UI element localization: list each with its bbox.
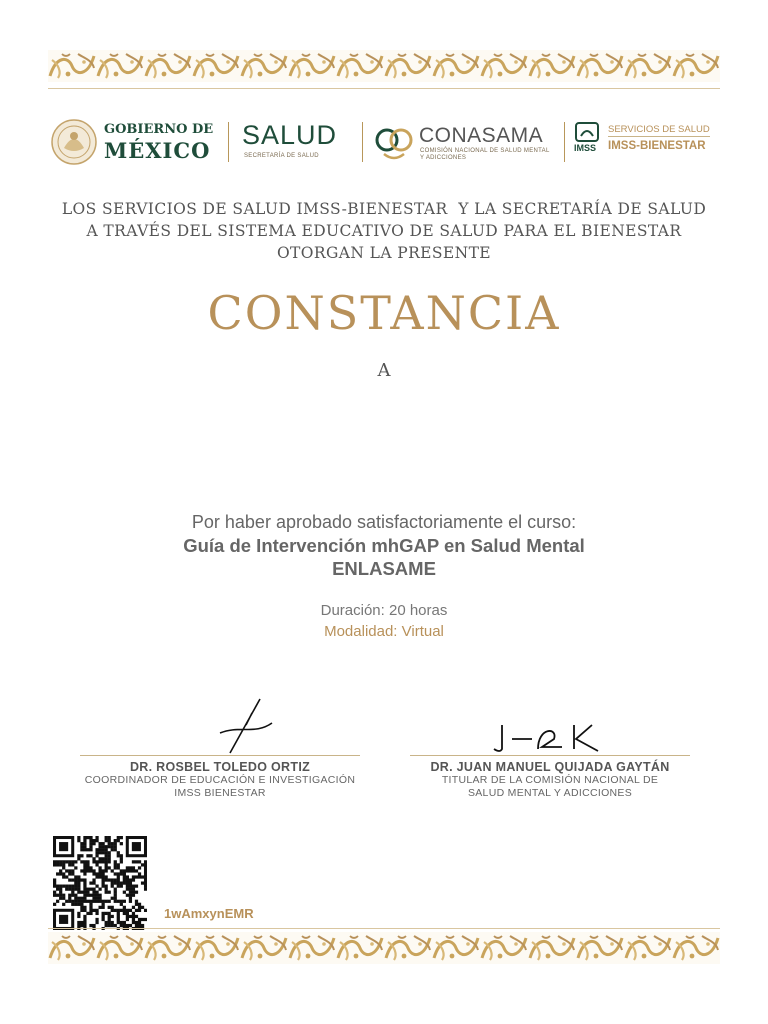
salud-title: SALUD: [242, 120, 338, 150]
signature-block-right: [400, 695, 700, 800]
certificate-title: CONSTANCIA: [207, 286, 561, 340]
handwritten-signature-left: [160, 695, 280, 755]
signatory-role-2: SALUD MENTAL Y ADICCIONES: [467, 787, 633, 799]
mexico-coat-of-arms-icon: [50, 118, 98, 166]
logo-separator: [564, 122, 565, 162]
gobierno-line2: MÉXICO: [104, 138, 211, 163]
logo-imss-bienestar: [574, 112, 720, 172]
imss-line1: SERVICIOS DE SALUD: [608, 124, 710, 135]
logos-row: [48, 112, 720, 172]
imss-emblem-icon: [575, 122, 599, 142]
recipient-prefix: A: [377, 360, 391, 381]
logo-salud: [242, 112, 362, 172]
ornament-pattern-icon: [48, 50, 720, 82]
issuer-heading: [0, 198, 768, 264]
decorative-border-bottom: [48, 932, 720, 964]
gobierno-line1: GOBIERNO DE: [104, 122, 214, 137]
heading-line-3: OTORGAN LA PRESENTE: [276, 244, 492, 262]
signatory-role-1: TITULAR DE LA COMISIÓN NACIONAL DE: [441, 774, 659, 786]
qr-code[interactable]: [53, 836, 147, 930]
conasama-emblem-icon: [374, 122, 414, 162]
signature-line: [80, 755, 360, 756]
course-block: [0, 510, 768, 580]
conasama-subtitle-1: COMISIÓN NACIONAL DE SALUD MENTAL: [420, 148, 550, 154]
verification-code: 1wAmxynEMR: [164, 906, 254, 921]
decorative-border-top: [48, 50, 720, 82]
signature-line: [410, 755, 690, 756]
divider-bottom: [48, 928, 720, 929]
conasama-title: CONASAMA: [419, 124, 544, 147]
imss-mark: IMSS: [574, 143, 597, 153]
signatory-name: DR. ROSBEL TOLEDO ORTIZ: [129, 760, 311, 774]
logo-conasama: [374, 112, 564, 172]
handwritten-signature-right: [480, 695, 620, 755]
course-details: [0, 600, 768, 642]
signatory-name: DR. JUAN MANUEL QUIJADA GAYTÁN: [430, 760, 670, 774]
course-modality: Modalidad: Virtual: [324, 623, 444, 640]
logo-separator: [362, 122, 363, 162]
logo-separator: [228, 122, 229, 162]
signature-block-left: [70, 695, 370, 800]
logo-gobierno-de-mexico: [48, 112, 218, 172]
imss-line2: IMSS-BIENESTAR: [608, 140, 706, 152]
signatory-role-2: IMSS BIENESTAR: [174, 787, 266, 799]
conasama-subtitle-2: Y ADICCIONES: [420, 155, 467, 161]
imss-divider: [608, 136, 710, 137]
course-intro: Por haber aprobado satisfactoriamente el curso:: [191, 512, 577, 532]
heading-line-2: A TRAVÉS DEL SISTEMA EDUCATIVO DE SALUD PARA EL BIENESTAR: [86, 222, 682, 240]
salud-subtitle: SECRETARÍA DE SALUD: [244, 153, 319, 159]
heading-line-1: LOS SERVICIOS DE SALUD IMSS-BIENESTAR Y LA SECRETARÍA DE SALUD: [61, 200, 707, 218]
course-duration: Duración: 20 horas: [320, 602, 448, 619]
ornament-pattern-icon: [48, 932, 720, 964]
course-name-line-1: Guía de Intervención mhGAP en Salud Mental: [183, 535, 585, 556]
qr-code-icon: [53, 836, 147, 930]
signatory-role-1: COORDINADOR DE EDUCACIÓN E INVESTIGACIÓN: [84, 774, 356, 786]
course-name-line-2: ENLASAME: [332, 558, 436, 579]
divider-top: [48, 88, 720, 89]
